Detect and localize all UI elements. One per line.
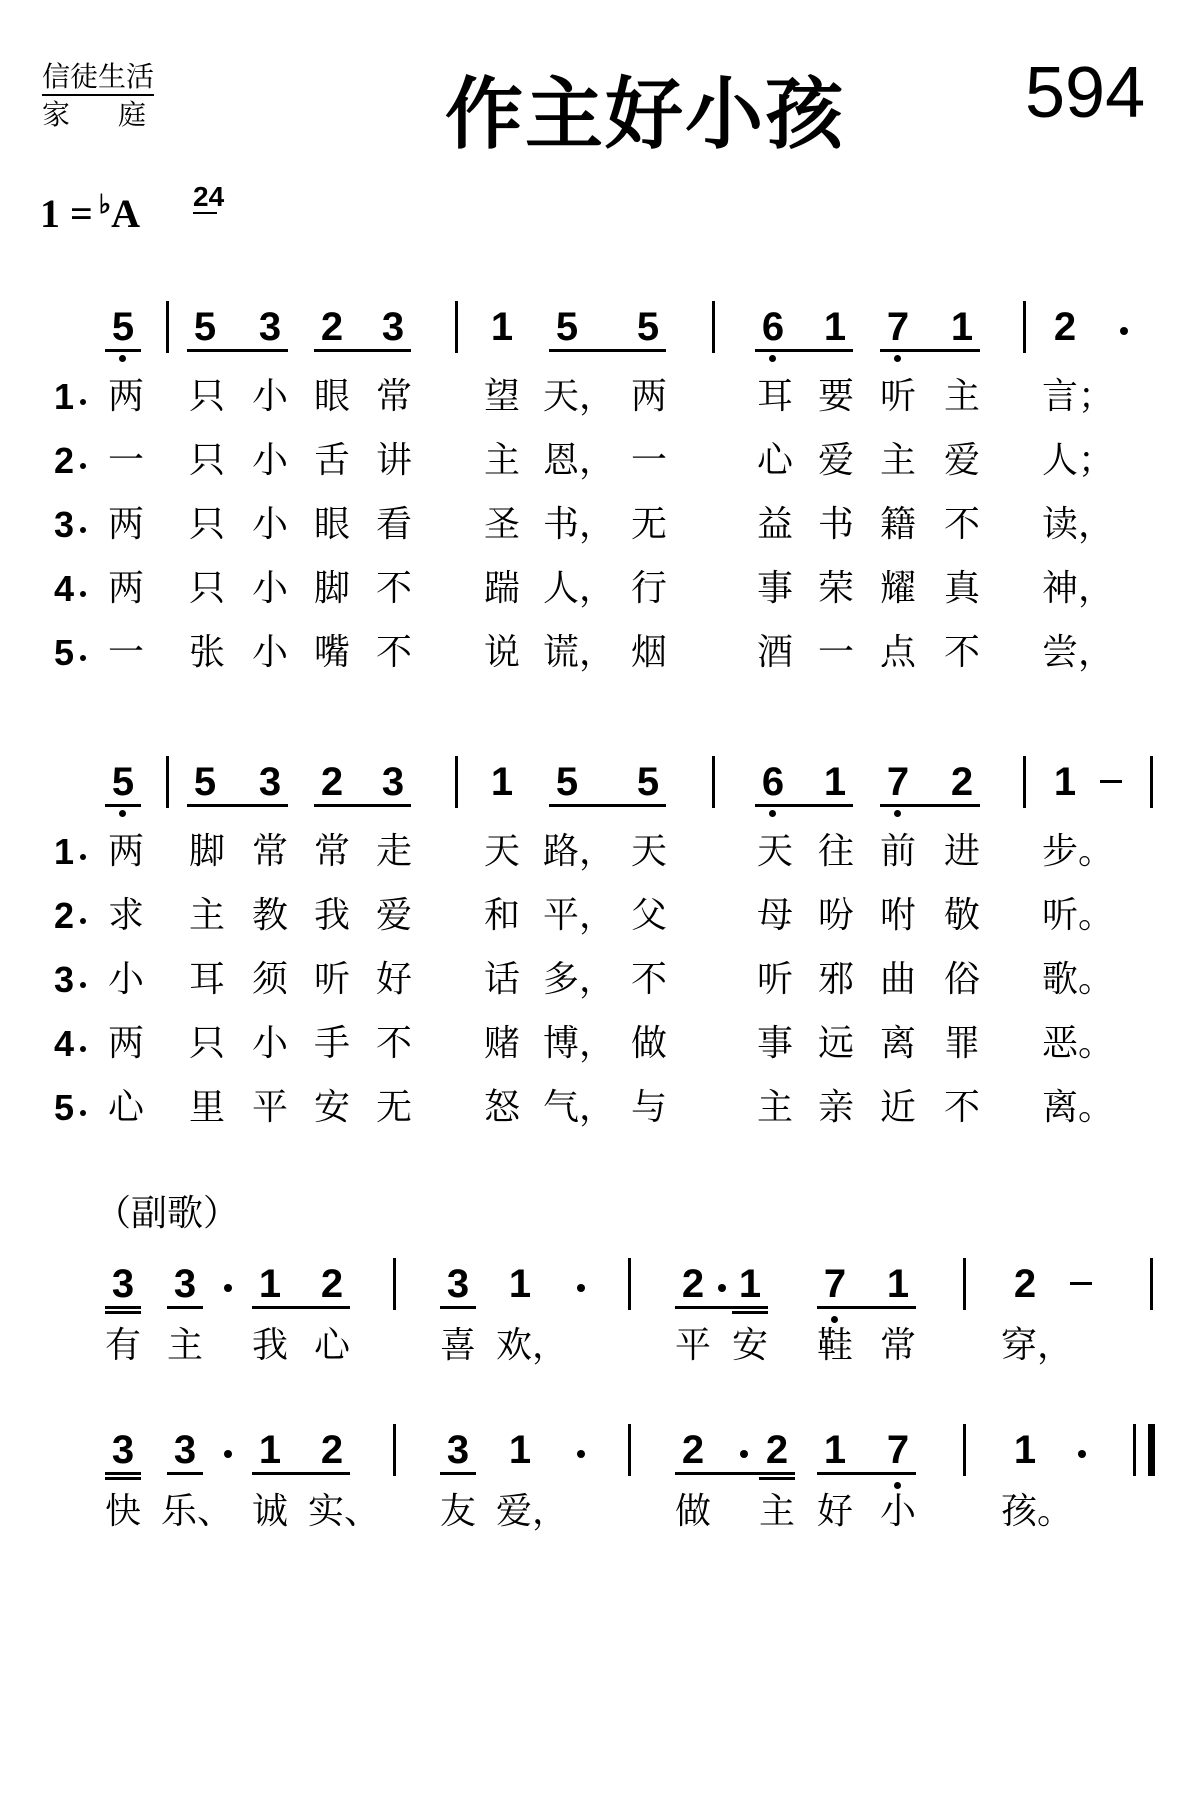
- verse-number: 5: [53, 1087, 75, 1128]
- verse-number-dot: [80, 982, 86, 988]
- lyric-syllable: 爱: [375, 895, 412, 936]
- lyric-syllable: 无: [630, 504, 667, 545]
- note: 3: [258, 305, 282, 349]
- verse-number-dot: [80, 399, 86, 405]
- lyric-syllable: 主: [758, 1491, 795, 1532]
- eighth-beam: [187, 804, 288, 807]
- lyric-syllable: 不: [375, 568, 412, 609]
- lyric-syllable: 不: [943, 632, 980, 673]
- note: 7: [886, 760, 910, 804]
- lyric-syllable: 博，: [543, 1023, 616, 1064]
- eighth-beam: [759, 1477, 795, 1480]
- low-octave-dot: [894, 810, 901, 817]
- verse-number: 1: [53, 376, 75, 417]
- note: 1: [823, 305, 847, 349]
- verse-number: 4: [53, 1023, 75, 1064]
- lyric-syllable: 嘴: [313, 632, 350, 673]
- lyric-syllable: 前: [879, 831, 916, 872]
- lyric-syllable: 听。: [1042, 895, 1115, 936]
- lyric-syllable: 做: [630, 1023, 667, 1064]
- note: 1: [490, 305, 514, 349]
- eighth-beam: [314, 804, 411, 807]
- lyric-syllable: 欢，: [496, 1325, 569, 1366]
- lyric-syllable: 点: [879, 632, 916, 673]
- note: 5: [193, 305, 217, 349]
- lyric-syllable: 恩，: [543, 440, 616, 481]
- lyric-syllable: 酒: [756, 632, 793, 673]
- bar-line: [166, 756, 169, 808]
- lyric-syllable: 常: [313, 831, 350, 872]
- lyric-syllable: 人，: [543, 568, 616, 609]
- lyric-syllable: 赌: [483, 1023, 520, 1064]
- note: 2: [1013, 1262, 1037, 1306]
- low-octave-dot: [894, 355, 901, 362]
- eighth-beam: [755, 804, 853, 807]
- category-label: 信徒生活: [42, 62, 154, 96]
- note: 5: [193, 760, 217, 804]
- bar-line: [712, 756, 715, 808]
- eighth-beam: [105, 1477, 141, 1480]
- augmentation-dot: [1078, 1450, 1086, 1458]
- lyric-syllable: 事: [756, 568, 793, 609]
- hymn-title: 作主好小孩: [445, 70, 846, 160]
- lyric-syllable: 我: [251, 1325, 288, 1366]
- bar-line: [393, 1424, 396, 1476]
- lyric-syllable: 气，: [543, 1087, 616, 1128]
- lyric-syllable: 一: [817, 632, 854, 673]
- eighth-beam: [167, 1472, 203, 1475]
- lyric-syllable: 天: [483, 831, 520, 872]
- time-signature: 2 4: [193, 181, 225, 212]
- lyric-syllable: 烟: [630, 632, 667, 673]
- eighth-beam: [549, 349, 666, 352]
- verse-number: 2: [53, 895, 75, 936]
- eighth-beam: [817, 1306, 916, 1309]
- lyric-syllable: 教: [251, 895, 288, 936]
- lyric-syllable: 小: [251, 440, 288, 481]
- lyric-syllable: 天: [756, 831, 793, 872]
- lyric-syllable: 快: [104, 1491, 141, 1532]
- augmentation-dot: [577, 1284, 585, 1292]
- lyric-syllable: 怒: [483, 1087, 520, 1128]
- verse-number-dot: [80, 1110, 86, 1116]
- lyric-syllable: 与: [630, 1087, 667, 1128]
- lyric-syllable: 里: [188, 1087, 225, 1128]
- lyric-syllable: 乐、: [161, 1491, 234, 1532]
- lyric-syllable: 多，: [543, 959, 616, 1000]
- verse-number: 3: [53, 959, 75, 1000]
- note: 1: [258, 1262, 282, 1306]
- lyric-syllable: 一: [630, 440, 667, 481]
- note: 2: [320, 1262, 344, 1306]
- lyric-syllable: 平: [674, 1325, 711, 1366]
- lyric-syllable: 主: [166, 1325, 203, 1366]
- note: 2: [681, 1428, 705, 1472]
- eighth-beam: [755, 349, 853, 352]
- lyric-syllable: 望: [483, 376, 520, 417]
- note: 2: [320, 305, 344, 349]
- note: 7: [886, 305, 910, 349]
- eighth-beam: [880, 804, 980, 807]
- lyric-syllable: 两: [107, 376, 144, 417]
- lyric-syllable: 只: [188, 504, 225, 545]
- bar-line: [1150, 1258, 1153, 1310]
- lyric-syllable: 友: [439, 1491, 476, 1532]
- lyric-syllable: 好: [375, 959, 412, 1000]
- lyric-syllable: 读，: [1042, 504, 1115, 545]
- lyric-syllable: 小: [251, 568, 288, 609]
- lyric-syllable: 益: [756, 504, 793, 545]
- lyric-syllable: 讲: [375, 440, 412, 481]
- lyric-syllable: 近: [879, 1087, 916, 1128]
- lyric-syllable: 母: [756, 895, 793, 936]
- lyric-syllable: 一: [107, 632, 144, 673]
- eighth-beam: [252, 1306, 350, 1309]
- lyric-syllable: 荣: [817, 568, 854, 609]
- lyric-syllable: 圣: [483, 504, 520, 545]
- lyric-syllable: 须: [251, 959, 288, 1000]
- verse-number: 4: [53, 568, 75, 609]
- lyric-syllable: 心: [107, 1087, 144, 1128]
- note: 1: [950, 305, 974, 349]
- augmentation-dot: [1120, 327, 1128, 335]
- lyric-syllable: 不: [375, 632, 412, 673]
- eighth-beam: [880, 349, 980, 352]
- lyric-syllable: 行: [630, 568, 667, 609]
- lyric-syllable: 路，: [543, 831, 616, 872]
- key-signature: 1 = ♭A: [40, 190, 140, 236]
- lyric-syllable: 谎，: [543, 632, 616, 673]
- lyric-syllable: 脚: [313, 568, 350, 609]
- lyric-syllable: 耀: [879, 568, 916, 609]
- lyric-syllable: 眼: [313, 376, 350, 417]
- lyric-syllable: 两: [107, 504, 144, 545]
- low-octave-dot: [769, 355, 776, 362]
- lyric-syllable: 实、: [308, 1491, 381, 1532]
- bar-line: [455, 756, 458, 808]
- lyric-syllable: 一: [107, 440, 144, 481]
- lyric-syllable: 只: [188, 1023, 225, 1064]
- eighth-beam: [252, 1472, 350, 1475]
- lyric-syllable: 看: [375, 504, 412, 545]
- note: 1: [738, 1262, 762, 1306]
- verse-number-dot: [80, 591, 86, 597]
- eighth-beam: [187, 349, 288, 352]
- verse-number-dot: [80, 463, 86, 469]
- lyric-syllable: 两: [107, 568, 144, 609]
- augmentation-dot: [718, 1284, 726, 1292]
- lyric-syllable: 好: [816, 1491, 853, 1532]
- note: 1: [1013, 1428, 1037, 1472]
- lyric-syllable: 父: [630, 895, 667, 936]
- eighth-beam: [549, 804, 666, 807]
- sustain-dash: [1100, 780, 1122, 783]
- verse-number-dot: [80, 1046, 86, 1052]
- lyric-syllable: 爱，: [496, 1491, 569, 1532]
- lyric-syllable: 常: [251, 831, 288, 872]
- note: 5: [636, 305, 660, 349]
- bar-line: [628, 1424, 631, 1476]
- lyric-syllable: 恶。: [1042, 1023, 1115, 1064]
- lyric-syllable: 鞋: [816, 1325, 853, 1366]
- lyric-syllable: 孩。: [1001, 1491, 1074, 1532]
- verse-number-dot: [80, 854, 86, 860]
- lyric-syllable: 手: [313, 1023, 350, 1064]
- lyric-syllable: 无: [375, 1087, 412, 1128]
- augmentation-dot: [224, 1450, 232, 1458]
- note: 2: [1053, 305, 1077, 349]
- bar-line: [963, 1258, 966, 1310]
- lyric-syllable: 小: [107, 959, 144, 1000]
- bar-line: [455, 301, 458, 353]
- eighth-beam: [675, 1472, 795, 1475]
- note: 2: [765, 1428, 789, 1472]
- note: 5: [555, 760, 579, 804]
- lyric-syllable: 籍: [879, 504, 916, 545]
- lyric-syllable: 主: [188, 895, 225, 936]
- note: 5: [111, 305, 135, 349]
- lyric-syllable: 耳: [756, 376, 793, 417]
- lyric-syllable: 做: [674, 1491, 711, 1532]
- lyric-syllable: 说: [483, 632, 520, 673]
- note: 1: [823, 1428, 847, 1472]
- lyric-syllable: 言；: [1042, 376, 1115, 417]
- lyric-syllable: 罪: [943, 1023, 980, 1064]
- lyric-syllable: 心: [313, 1325, 350, 1366]
- eighth-beam: [314, 349, 411, 352]
- bar-line: [963, 1424, 966, 1476]
- subcategory-label: 家庭: [42, 98, 195, 131]
- lyric-syllable: 书: [817, 504, 854, 545]
- lyric-syllable: 敬: [943, 895, 980, 936]
- note: 3: [446, 1262, 470, 1306]
- note: 3: [381, 305, 405, 349]
- note: 1: [258, 1428, 282, 1472]
- verse-number-dot: [80, 527, 86, 533]
- lyric-syllable: 咐: [879, 895, 916, 936]
- lyric-syllable: 两: [107, 831, 144, 872]
- lyric-syllable: 进: [943, 831, 980, 872]
- lyric-syllable: 曲: [879, 959, 916, 1000]
- lyric-syllable: 不: [630, 959, 667, 1000]
- lyric-syllable: 耳: [188, 959, 225, 1000]
- note: 7: [886, 1428, 910, 1472]
- note: 3: [173, 1262, 197, 1306]
- lyric-syllable: 往: [817, 831, 854, 872]
- lyric-syllable: 只: [188, 440, 225, 481]
- lyric-syllable: 安: [731, 1325, 768, 1366]
- lyric-syllable: 话: [483, 959, 520, 1000]
- lyric-syllable: 远: [817, 1023, 854, 1064]
- lyric-syllable: 不: [943, 1087, 980, 1128]
- lyric-syllable: 听: [756, 959, 793, 1000]
- lyric-syllable: 平，: [543, 895, 616, 936]
- note: 2: [950, 760, 974, 804]
- verse-number: 2: [53, 440, 75, 481]
- low-octave-dot: [894, 1482, 901, 1489]
- lyric-syllable: 俗: [943, 959, 980, 1000]
- bar-line: [712, 301, 715, 353]
- lyric-syllable: 事: [756, 1023, 793, 1064]
- low-octave-dot: [831, 1316, 838, 1323]
- lyric-syllable: 邪: [817, 959, 854, 1000]
- lyric-syllable: 心: [756, 440, 793, 481]
- chorus-label: （副歌）: [95, 1193, 240, 1234]
- note: 3: [258, 760, 282, 804]
- note: 3: [111, 1262, 135, 1306]
- eighth-beam: [105, 804, 141, 807]
- lyric-syllable: 书，: [543, 504, 616, 545]
- final-bar-line: [1148, 1424, 1155, 1476]
- lyric-syllable: 主: [483, 440, 520, 481]
- lyric-syllable: 只: [188, 376, 225, 417]
- lyric-syllable: 诚: [251, 1491, 288, 1532]
- note: 6: [761, 305, 785, 349]
- eighth-beam: [675, 1306, 768, 1309]
- lyric-syllable: 离。: [1042, 1087, 1115, 1128]
- note: 3: [111, 1428, 135, 1472]
- low-octave-dot: [769, 810, 776, 817]
- lyric-syllable: 神，: [1042, 568, 1115, 609]
- lyric-syllable: 舌: [313, 440, 350, 481]
- bar-line: [166, 301, 169, 353]
- eighth-beam: [167, 1306, 203, 1309]
- bar-line: [393, 1258, 396, 1310]
- lyric-syllable: 听: [313, 959, 350, 1000]
- lyric-syllable: 踹: [483, 568, 520, 609]
- lyric-syllable: 小: [251, 1023, 288, 1064]
- lyric-syllable: 两: [630, 376, 667, 417]
- note: 3: [446, 1428, 470, 1472]
- bar-line: [1150, 756, 1153, 808]
- note: 5: [555, 305, 579, 349]
- sustain-dash: [1070, 1282, 1092, 1285]
- bar-line: [628, 1258, 631, 1310]
- lyric-syllable: 张: [188, 632, 225, 673]
- lyric-syllable: 常: [375, 376, 412, 417]
- lyric-syllable: 爱: [943, 440, 980, 481]
- lyric-syllable: 要: [817, 376, 854, 417]
- verse-number-dot: [80, 918, 86, 924]
- lyric-syllable: 主: [756, 1087, 793, 1128]
- note: 1: [490, 760, 514, 804]
- eighth-beam: [440, 1472, 476, 1475]
- eighth-beam: [440, 1306, 476, 1309]
- note: 2: [320, 760, 344, 804]
- lyric-syllable: 爱: [817, 440, 854, 481]
- lyric-syllable: 离: [879, 1023, 916, 1064]
- lyric-syllable: 有: [104, 1325, 141, 1366]
- lyric-syllable: 求: [107, 895, 144, 936]
- lyric-syllable: 眼: [313, 504, 350, 545]
- bar-line: [1023, 756, 1026, 808]
- low-octave-dot: [119, 355, 126, 362]
- lyric-syllable: 穿，: [1001, 1325, 1074, 1366]
- low-octave-dot: [119, 810, 126, 817]
- verse-number: 5: [53, 632, 75, 673]
- lyric-syllable: 亲: [817, 1087, 854, 1128]
- lyric-syllable: 主: [879, 440, 916, 481]
- note: 6: [761, 760, 785, 804]
- lyric-syllable: 歌。: [1042, 959, 1115, 1000]
- lyric-syllable: 小: [879, 1491, 916, 1532]
- lyric-syllable: 尝，: [1042, 632, 1115, 673]
- lyric-syllable: 和: [483, 895, 520, 936]
- note: 1: [508, 1428, 532, 1472]
- lyric-syllable: 小: [251, 504, 288, 545]
- eighth-beam: [105, 1311, 141, 1314]
- lyric-syllable: 安: [313, 1087, 350, 1128]
- eighth-beam: [817, 1472, 916, 1475]
- note: 5: [111, 760, 135, 804]
- lyric-syllable: 两: [107, 1023, 144, 1064]
- lyric-syllable: 走: [375, 831, 412, 872]
- lyric-syllable: 听: [879, 376, 916, 417]
- lyric-syllable: 平: [251, 1087, 288, 1128]
- eighth-beam: [732, 1311, 768, 1314]
- lyric-syllable: 主: [943, 376, 980, 417]
- lyric-syllable: 不: [943, 504, 980, 545]
- note: 1: [823, 760, 847, 804]
- note: 3: [381, 760, 405, 804]
- note: 2: [320, 1428, 344, 1472]
- note: 3: [173, 1428, 197, 1472]
- lyric-syllable: 我: [313, 895, 350, 936]
- eighth-beam: [105, 1472, 141, 1475]
- note: 1: [508, 1262, 532, 1306]
- lyric-syllable: 步。: [1042, 831, 1115, 872]
- lyric-syllable: 天，: [543, 376, 616, 417]
- eighth-beam: [105, 1306, 141, 1309]
- hymn-number: 594: [1025, 53, 1146, 133]
- bar-line: [1023, 301, 1026, 353]
- lyric-syllable: 小: [251, 376, 288, 417]
- note: 1: [886, 1262, 910, 1306]
- note: 5: [636, 760, 660, 804]
- lyric-syllable: 真: [943, 568, 980, 609]
- lyric-syllable: 不: [375, 1023, 412, 1064]
- verse-number: 1: [53, 831, 75, 872]
- eighth-beam: [105, 349, 141, 352]
- bar-line: [1133, 1424, 1136, 1476]
- augmentation-dot: [224, 1284, 232, 1292]
- verse-number: 3: [53, 504, 75, 545]
- augmentation-dot: [740, 1450, 748, 1458]
- verse-number-dot: [80, 655, 86, 661]
- lyric-syllable: 只: [188, 568, 225, 609]
- lyric-syllable: 人；: [1042, 440, 1115, 481]
- lyric-syllable: 脚: [188, 831, 225, 872]
- lyric-syllable: 吩: [817, 895, 854, 936]
- lyric-syllable: 小: [251, 632, 288, 673]
- note: 2: [681, 1262, 705, 1306]
- lyric-syllable: 常: [879, 1325, 916, 1366]
- lyric-syllable: 喜: [439, 1325, 476, 1366]
- augmentation-dot: [577, 1450, 585, 1458]
- note: 7: [823, 1262, 847, 1306]
- lyric-syllable: 天: [630, 831, 667, 872]
- note: 1: [1053, 760, 1077, 804]
